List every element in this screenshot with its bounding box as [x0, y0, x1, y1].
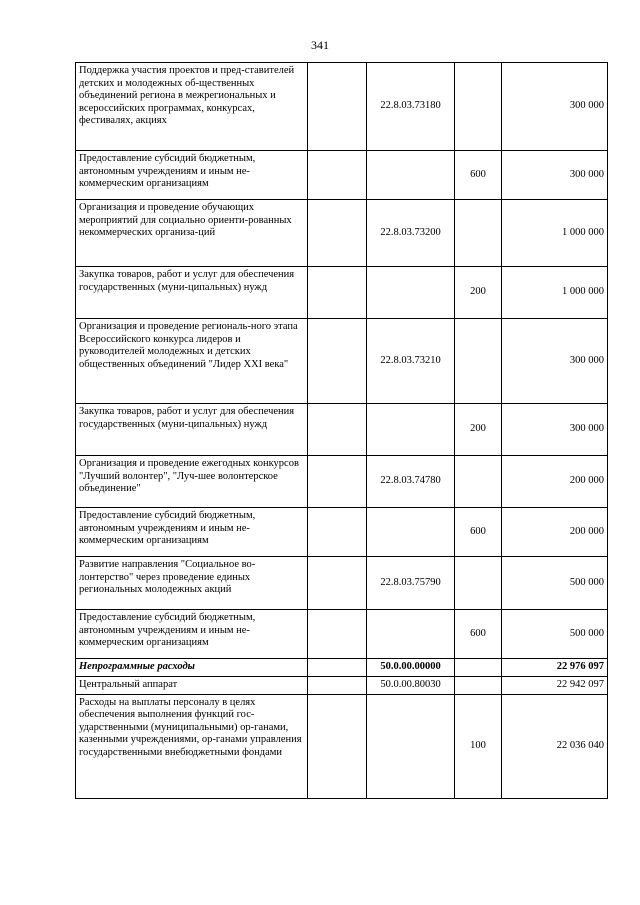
- budget-table: [75, 62, 608, 799]
- row-name: Организация и проведение ежегодных конкурсов "Лучший волонтер", "Луч-шее волонтерское объединение": [76, 456, 308, 508]
- row-type: [455, 456, 502, 508]
- row-type: [455, 677, 502, 695]
- row-name: Расходы на выплаты персоналу в целях обеспечения выполнения функций гос-ударственными (муниципальными) ор-ганами, казенными учреждениями, ор-ганами управления государственными внебюджетными фондами: [76, 694, 308, 798]
- row-type: [455, 319, 502, 404]
- row-sum: 300 000: [502, 151, 608, 200]
- empty-cell: [308, 610, 367, 659]
- row-name: Центральный аппарат: [76, 677, 308, 695]
- row-type: 600: [455, 610, 502, 659]
- row-type: 600: [455, 151, 502, 200]
- row-type: [455, 659, 502, 677]
- row-sum: 200 000: [502, 508, 608, 557]
- row-type: [455, 63, 502, 151]
- row-code: [367, 267, 455, 319]
- row-sum: 1 000 000: [502, 267, 608, 319]
- table-row: [76, 63, 608, 151]
- row-code: [367, 610, 455, 659]
- empty-cell: [308, 267, 367, 319]
- empty-cell: [308, 508, 367, 557]
- empty-cell: [308, 694, 367, 798]
- row-sum: 300 000: [502, 63, 608, 151]
- row-code: 50.0.00.80030: [367, 677, 455, 695]
- row-type: [455, 200, 502, 267]
- page-number: 341: [311, 38, 329, 52]
- row-type: 100: [455, 694, 502, 798]
- row-code: [367, 404, 455, 456]
- row-code: 22.8.03.73180: [367, 63, 455, 151]
- row-name: Предоставление субсидий бюджетным, автономным учреждениям и иным не-коммерческим организациям: [76, 508, 308, 557]
- row-code: [367, 694, 455, 798]
- row-sum: 300 000: [502, 319, 608, 404]
- table-row: [76, 456, 608, 508]
- table-row: [76, 319, 608, 404]
- table-row: [76, 267, 608, 319]
- empty-cell: [308, 63, 367, 151]
- table-row: [76, 508, 608, 557]
- row-sum: 1 000 000: [502, 200, 608, 267]
- row-name: Закупка товаров, работ и услуг для обеспечения государственных (муни-ципальных) нужд: [76, 267, 308, 319]
- row-sum: 500 000: [502, 610, 608, 659]
- row-type: 600: [455, 508, 502, 557]
- empty-cell: [308, 319, 367, 404]
- row-type: [455, 557, 502, 610]
- row-sum: 22 976 097: [502, 659, 608, 677]
- row-type: 200: [455, 267, 502, 319]
- row-sum: 22 942 097: [502, 677, 608, 695]
- row-sum: 22 036 040: [502, 694, 608, 798]
- row-sum: 200 000: [502, 456, 608, 508]
- table-row: [76, 677, 608, 695]
- table-row: [76, 404, 608, 456]
- row-name: Поддержка участия проектов и пред-ставителей детских и молодежных об-щественных объединений региона в межрегиональных и всероссийских программах, конкурсах, фестивалях, акциях: [76, 63, 308, 151]
- row-name: Предоставление субсидий бюджетным, автономным учреждениям и иным не-коммерческим организациям: [76, 610, 308, 659]
- row-code: [367, 508, 455, 557]
- row-code: 22.8.03.74780: [367, 456, 455, 508]
- row-name: Развитие направления "Социальное во-лонтерство" через проведение единых региональных молодежных акций: [76, 557, 308, 610]
- empty-cell: [308, 151, 367, 200]
- row-code: 22.8.03.73210: [367, 319, 455, 404]
- table-row: [76, 557, 608, 610]
- table-row: [76, 694, 608, 798]
- table-row: [76, 659, 608, 677]
- row-code: 22.8.03.73200: [367, 200, 455, 267]
- row-name: Предоставление субсидий бюджетным, автономным учреждениям и иным не-коммерческим организациям: [76, 151, 308, 200]
- empty-cell: [308, 404, 367, 456]
- row-code: 50.0.00.00000: [367, 659, 455, 677]
- row-sum: 500 000: [502, 557, 608, 610]
- table-row: [76, 200, 608, 267]
- empty-cell: [308, 557, 367, 610]
- empty-cell: [308, 659, 367, 677]
- row-code: [367, 151, 455, 200]
- row-name: Организация и проведение обучающих мероприятий для социально ориенти-рованных некоммерческих организа-ций: [76, 200, 308, 267]
- table-row: [76, 610, 608, 659]
- row-code: 22.8.03.75790: [367, 557, 455, 610]
- row-name: Организация и проведение региональ-ного этапа Всероссийского конкурса лидеров и руководителей молодежных и детских общественных объединений "Лидер XXI века": [76, 319, 308, 404]
- table-row: [76, 151, 608, 200]
- empty-cell: [308, 200, 367, 267]
- row-name: Непрограммные расходы: [76, 659, 308, 677]
- empty-cell: [308, 677, 367, 695]
- row-sum: 300 000: [502, 404, 608, 456]
- row-type: 200: [455, 404, 502, 456]
- row-name: Закупка товаров, работ и услуг для обеспечения государственных (муни-ципальных) нужд: [76, 404, 308, 456]
- empty-cell: [308, 456, 367, 508]
